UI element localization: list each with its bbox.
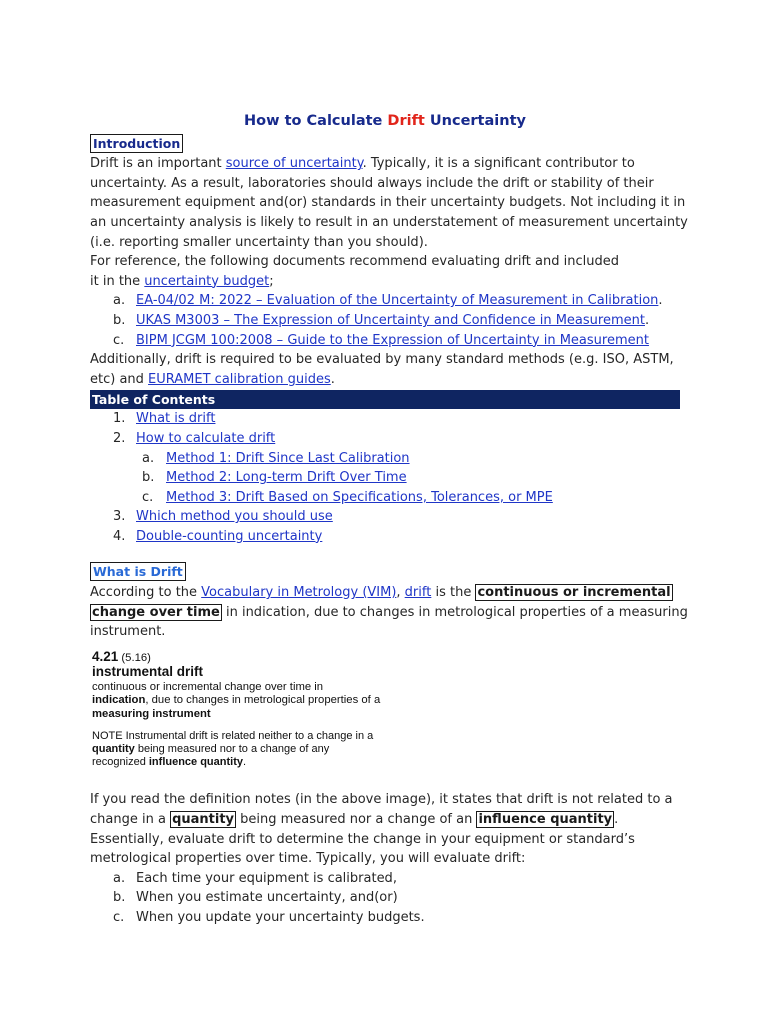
list-marker: 1. [113,411,126,427]
reference-item [90,291,690,311]
vim-number: 4.21 [92,648,119,664]
toc-link-what-is-drift[interactable]: What is drift [136,411,216,427]
ea-04-02-link[interactable]: EA-04/02 M: 2022 – Evaluation of the Uncertainty of Measurement in Calibration [136,293,659,309]
euramet-guides-link[interactable]: EURAMET calibration guides [148,371,331,387]
toc-link-how-to-calculate[interactable]: How to calculate drift [136,430,276,446]
text-run: in indication, due to changes in metrological properties of a measuring instrument. [90,604,688,640]
text-run: . [243,756,247,769]
notes-paragraph [90,790,690,829]
toc-item [90,409,690,429]
reference-list [90,291,690,350]
list-marker: b. [142,470,155,486]
toc-item [90,429,690,449]
list-marker: a. [142,450,155,466]
intro-paragraph-3 [90,350,690,389]
toc-link-method-2[interactable]: Method 2: Long-term Drift Over Time [166,470,407,486]
list-item [90,888,690,908]
bold-term: measuring instrument [92,707,211,720]
toc-item [90,527,690,547]
text-run: . [658,293,663,309]
toc-link-method-1[interactable]: Method 1: Drift Since Last Calibration [166,450,410,466]
text-run: . Typically, it is a significant contributor to uncertainty. As a result, laboratories should always include the drift or stability of their measurement equipment and(or) standards in their uncertainty budgets. Not including it in an uncertainty analysis is likely to result in an understatement of measurement uncertainty (i.e. reporting smaller uncertainty than you should). [90,156,688,250]
list-marker: c. [113,909,125,925]
text-run: . [330,371,335,387]
text-run: Drift is an important [90,156,226,172]
list-item [90,908,690,928]
highlight-box: influence quantity [478,811,613,827]
vim-definition [92,681,382,722]
vim-link[interactable]: Vocabulary in Metrology (VIM) [201,585,397,601]
text-run: , [396,585,405,601]
ukas-m3003-link[interactable]: UKAS M3003 – The Expression of Uncertainty and Confidence in Measurement [136,312,645,328]
vim-definition-image [92,650,382,770]
list-text: When you update your uncertainty budgets. [136,909,425,925]
text-run: continuous or incremental change over time in [92,680,324,693]
definition-paragraph [90,583,690,642]
reference-item [90,331,690,351]
evaluate-paragraph: Essentially, evaluate drift to determine the change in your equipment or standard’s metrological properties over time. Typically, you will evaluate drift: [90,831,635,867]
list-marker: a. [113,293,126,309]
bold-term: indication [92,694,146,707]
toc-subitem [90,468,690,488]
drift-link[interactable]: drift [404,585,432,601]
text-run: ; [269,273,274,289]
what-is-drift-section [90,562,690,927]
page-title [90,112,680,132]
reference-item [90,311,690,331]
table-of-contents [90,409,690,546]
what-is-drift-heading: What is Drift [90,562,186,581]
intro-paragraph-2 [90,252,620,291]
intro-section [90,134,690,390]
vim-term: instrumental drift [92,664,204,680]
section-gap [90,546,690,562]
text-run: If you read the definition notes (in the above image), it states that drift is not related to a change in a [90,792,673,827]
toc-item [90,507,690,527]
text-run: being measured nor to a change of any recognized [92,743,330,769]
text-run: According to the [90,585,202,601]
list-text: When you estimate uncertainty, and(or) [136,890,398,906]
text-run: . [614,811,619,827]
toc-link-method-3[interactable]: Method 3: Drift Based on Specifications, Tolerances, or MPE [166,489,553,505]
text-run: . [644,312,650,328]
toc-heading: Table of Contents [90,390,680,409]
list-marker: b. [113,312,126,328]
highlight-box: quantity [172,811,235,827]
evaluate-list [90,869,690,928]
title-text: How to Calculate [244,113,388,129]
list-marker: a. [113,870,126,886]
text-run: For reference, the following documents recommend evaluating drift and included it in the [90,254,619,289]
source-of-uncertainty-link[interactable]: source of uncertainty [225,156,363,172]
toc-subitem [90,488,690,508]
intro-heading: Introduction [90,134,183,153]
toc-subitem [90,449,690,469]
toc-link-double-counting[interactable]: Double-counting uncertainty [136,528,323,544]
list-marker: 3. [113,509,126,525]
list-marker: c. [142,489,154,505]
bold-term: quantity [92,743,135,756]
bold-term: influence quantity [148,756,243,769]
title-accent: Drift [387,113,425,129]
text-run: NOTE Instrumental drift is related neither to a change in a [92,730,374,743]
list-marker: 2. [113,430,126,446]
vim-note [92,730,382,769]
vim-ref: (5.16) [118,651,151,664]
text-run: being measured nor a change of an [236,811,477,827]
text-run: is the [431,585,476,601]
toc-link-which-method[interactable]: Which method you should use [136,509,333,525]
uncertainty-budget-link[interactable]: uncertainty budget [144,273,270,289]
list-marker: c. [113,332,125,348]
bipm-jcgm-link[interactable]: BIPM JCGM 100:2008 – Guide to the Expression of Uncertainty in Measurement [136,332,649,348]
list-marker: 4. [113,528,126,544]
title-text-end: Uncertainty [424,113,526,129]
list-text: Each time your equipment is calibrated, [136,870,397,886]
highlight-box: change over time [92,604,220,620]
highlight-box: continuous or incremental [477,585,671,601]
article-body [90,112,690,928]
list-marker: b. [113,890,126,906]
text-run: , due to changes in metrological properties of a [145,694,381,707]
list-item [90,869,690,889]
intro-paragraph-1 [90,154,690,252]
text-run: Additionally, drift is required to be evaluated by many standard methods (e.g. ISO, ASTM, etc) and [90,352,674,387]
